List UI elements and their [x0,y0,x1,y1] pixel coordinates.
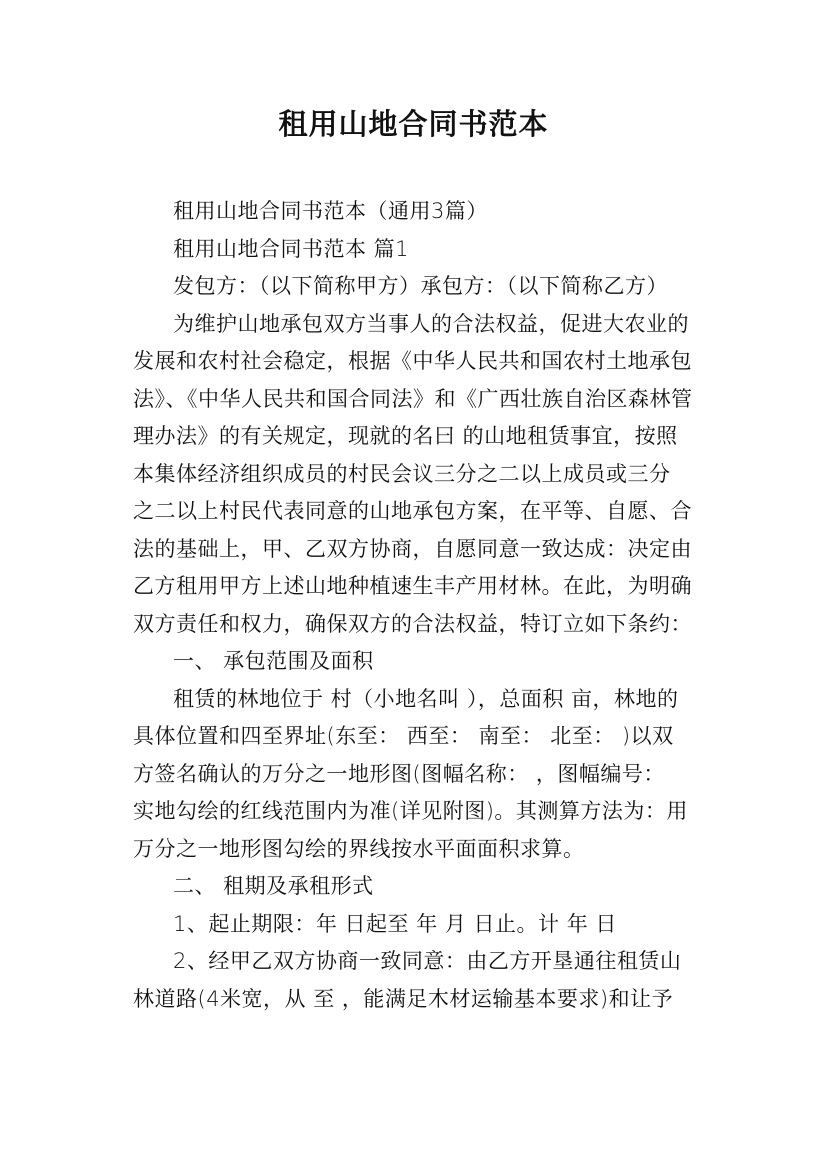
body-line: 发包方：（以下简称甲方）承包方：（以下简称乙方） [173,274,668,298]
body-line: 之二以上村民代表同意的山地承包方案，在平等、自愿、合 [133,499,692,523]
body-line: 本集体经济组织成员的村民会议三分之二以上成员或三分 [133,461,671,486]
body-line: 租赁的林地位于 村（小地名叫 ），总面积 亩，林地的 [173,686,679,711]
document-body [133,193,705,1018]
body-line: 二、 租期及承租形式 [173,874,374,898]
body-line: 具体位置和四至界址(东至： 西至： 南至： 北至： )以双 [133,724,674,748]
body-line: 2、经甲乙双方协商一致同意：由乙方开垦通往租赁山 [173,949,682,973]
body-line: 一、 承包范围及面积 [173,649,374,673]
body-line: 为维护山地承包双方当事人的合法权益，促进大农业的 [173,311,689,336]
body-line: 林道路(4米宽，从 至 ，能满足木材运输基本要求)和让予 [133,986,674,1011]
body-line: 方签名确认的万分之一地形图(图幅名称： ，图幅编号： [133,761,665,786]
body-line: 理办法》的有关规定，现就的名曰 的山地租赁事宜，按照 [133,424,678,448]
body-line: 1、起止期限：年 日起至 年 月 日止。计 年 日 [173,911,617,936]
body-line: 法的基础上，甲、乙双方协商，自愿同意一致达成：决定由 [133,536,692,561]
body-line: 万分之一地形图勾绘的界线按水平面面积求算。 [133,836,585,861]
document-title: 租用山地合同书范本 [278,107,549,141]
body-line: 发展和农村社会稳定，根据《中华人民共和国农村土地承包 [133,349,692,373]
body-line: 法》、《中华人民共和国合同法》和《广西壮族自治区森林管 [133,386,693,411]
body-line: 实地勾绘的红线范围内为准(详见附图)。其测算方法为：用 [133,799,688,823]
body-line: 双方责任和权力，确保双方的合法权益，特订立如下条约： [133,611,692,636]
body-line: 乙方租用甲方上述山地种植速生丰产用材林。在此，为明确 [133,574,692,598]
body-line: 租用山地合同书范本 篇1 [173,236,410,261]
body-line: 租用山地合同书范本（通用3篇） [173,199,488,223]
